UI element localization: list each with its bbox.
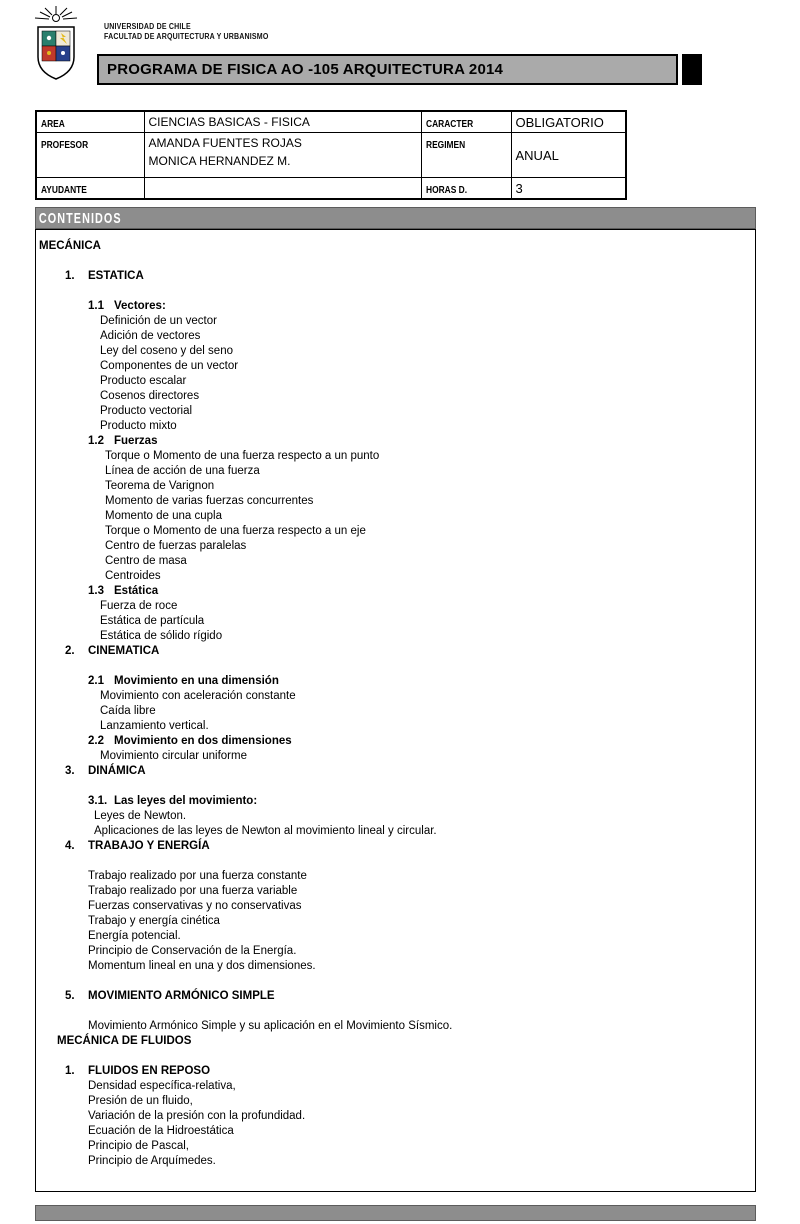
content-blank-line	[36, 779, 755, 794]
content-line-text: Trabajo realizado por una fuerza constante	[88, 870, 307, 882]
info-label-text: AYUDANTE	[41, 184, 87, 196]
content-line	[65, 269, 755, 284]
content-line-text: Variación de la presión con la profundidad.	[88, 1110, 306, 1122]
content-blank-line	[36, 1004, 755, 1019]
content-line-text: Principio de Conservación de la Energía.	[88, 945, 297, 957]
info-value-line: MONICA HERNANDEZ M.	[148, 154, 291, 168]
content-line-text: Principio de Pascal,	[88, 1140, 189, 1152]
content-line-number: 4.	[65, 840, 75, 852]
content-line	[88, 1094, 755, 1109]
document-title-bar	[97, 54, 678, 85]
content-line-text: Movimiento circular uniforme	[100, 750, 247, 762]
content-line-number: 5.	[65, 990, 75, 1002]
title-bar-end-block	[682, 54, 702, 85]
content-line	[100, 374, 755, 389]
info-label	[36, 178, 144, 200]
info-label-2-text: REGIMEN	[425, 139, 465, 151]
university-name: UNIVERSIDAD DE CHILE	[104, 22, 191, 31]
content-line	[88, 1109, 755, 1124]
content-line-number: 1.3	[88, 585, 104, 597]
info-value	[144, 178, 421, 200]
info-label-2	[421, 133, 511, 178]
faculty-name: FACULTAD DE ARQUITECTURA Y URBANISMO	[104, 31, 269, 41]
content-line	[39, 239, 755, 254]
content-line	[100, 614, 755, 629]
next-section-bar	[35, 1205, 756, 1221]
content-line-text: Torque o Momento de una fuerza respecto a un eje	[105, 525, 366, 537]
university-header	[104, 22, 291, 41]
content-line-text: Lanzamiento vertical.	[100, 720, 209, 732]
content-line	[65, 839, 755, 854]
content-line	[100, 404, 755, 419]
content-line-text: Movimiento con aceleración constante	[100, 690, 296, 702]
content-line-text: Producto vectorial	[100, 405, 193, 417]
content-line-text: Movimiento en una dimensión	[114, 675, 279, 687]
content-line-text: Ley del coseno y del seno	[100, 345, 233, 357]
content-line-text: Presión de un fluido,	[88, 1095, 193, 1107]
content-line	[100, 359, 755, 374]
content-line-number: 3.	[65, 765, 75, 777]
content-line-text: CINEMATICA	[88, 645, 160, 657]
content-line	[105, 539, 755, 554]
content-line-text: Teorema de Varignon	[105, 480, 215, 492]
content-line	[65, 764, 755, 779]
content-blank-line	[36, 659, 755, 674]
content-blank-line	[36, 854, 755, 869]
info-label	[36, 133, 144, 178]
info-label-text: AREA	[41, 118, 65, 130]
content-line	[88, 959, 755, 974]
content-line	[100, 749, 755, 764]
content-line	[65, 1064, 755, 1079]
info-row-ayudante	[36, 178, 626, 200]
content-line-number: 1.2	[88, 435, 104, 447]
content-line	[100, 329, 755, 344]
content-line	[94, 809, 755, 824]
content-line	[88, 914, 755, 929]
university-logo	[33, 5, 79, 81]
content-line-text: MECÁNICA DE FLUIDOS	[57, 1035, 192, 1047]
content-line-text: Ecuación de la Hidroestática	[88, 1125, 234, 1137]
content-line-text: Fuerza de roce	[100, 600, 178, 612]
content-line-text: Movimiento en dos dimensiones	[114, 735, 292, 747]
info-label-text: PROFESOR	[41, 139, 89, 151]
content-line	[105, 524, 755, 539]
content-line-text: TRABAJO Y ENERGÍA	[88, 840, 210, 852]
content-line-number: 3.1.	[88, 795, 108, 807]
content-line-text: Estática de sólido rígido	[100, 630, 223, 642]
contenidos-section-title: CONTENIDOS	[38, 209, 122, 227]
content-line	[88, 734, 755, 749]
content-line-text: Estática de partícula	[100, 615, 205, 627]
content-line-text: Cosenos directores	[100, 390, 200, 402]
content-line	[88, 1154, 755, 1169]
content-line-text: Densidad específica-relativa,	[88, 1080, 236, 1092]
logo-sun-icon	[35, 6, 77, 22]
content-line-text: Centroides	[105, 570, 161, 582]
info-value-2: 3	[511, 178, 626, 200]
contenidos-section-bar	[35, 207, 756, 229]
content-line-text: Momentum lineal en una y dos dimensiones.	[88, 960, 316, 972]
info-value	[144, 133, 421, 178]
content-blank-line	[36, 284, 755, 299]
content-line-text: Producto mixto	[100, 420, 177, 432]
content-line-text: Aplicaciones de las leyes de Newton al movimiento lineal y circular.	[94, 825, 437, 837]
content-line-text: Principio de Arquímedes.	[88, 1155, 216, 1167]
content-line	[88, 1079, 755, 1094]
content-line	[100, 629, 755, 644]
content-line-text: Momento de varias fuerzas concurrentes	[105, 495, 314, 507]
content-line-text: Vectores:	[114, 300, 166, 312]
content-line	[105, 554, 755, 569]
content-line-text: Las leyes del movimiento:	[114, 795, 258, 807]
content-line	[88, 1124, 755, 1139]
content-line	[105, 449, 755, 464]
content-line	[100, 419, 755, 434]
content-line-text: Movimiento Armónico Simple y su aplicación en el Movimiento Sísmico.	[88, 1020, 453, 1032]
content-line	[105, 509, 755, 524]
content-line-text: Fuerzas	[114, 435, 158, 447]
content-line-text: Componentes de un vector	[100, 360, 239, 372]
content-line-text: ESTATICA	[88, 270, 144, 282]
content-line	[100, 704, 755, 719]
content-line	[100, 314, 755, 329]
content-line-text: Leyes de Newton.	[94, 810, 187, 822]
content-line-text: Energía potencial.	[88, 930, 181, 942]
content-blank-line	[36, 254, 755, 269]
document-title: PROGRAMA DE FISICA AO -105 ARQUITECTURA 2014	[107, 61, 504, 78]
content-line	[88, 434, 755, 449]
content-line	[88, 584, 755, 599]
content-line-text: MECÁNICA	[39, 240, 101, 252]
content-line-text: Producto escalar	[100, 375, 187, 387]
content-line	[105, 479, 755, 494]
content-line	[88, 794, 755, 809]
content-line	[105, 494, 755, 509]
content-line	[100, 344, 755, 359]
content-line-number: 1.	[65, 270, 75, 282]
info-label-2	[421, 178, 511, 200]
content-line-text: MOVIMIENTO ARMÓNICO SIMPLE	[88, 990, 275, 1002]
content-line	[100, 389, 755, 404]
info-value-2: ANUAL	[511, 133, 626, 178]
content-line-text: Línea de acción de una fuerza	[105, 465, 260, 477]
content-line	[88, 1139, 755, 1154]
content-line	[88, 869, 755, 884]
content-line	[94, 824, 755, 839]
content-line-text: Estática	[114, 585, 159, 597]
content-line-text: Centro de masa	[105, 555, 187, 567]
content-line-number: 2.1	[88, 675, 104, 687]
content-line	[100, 719, 755, 734]
contents-box	[35, 229, 756, 1192]
content-line	[88, 884, 755, 899]
content-line-number: 1.	[65, 1065, 75, 1077]
info-table-body	[36, 111, 626, 199]
content-line	[88, 1019, 755, 1034]
info-label-2-text: HORAS D.	[425, 184, 467, 196]
content-line	[88, 944, 755, 959]
content-line	[88, 674, 755, 689]
content-line-text: Adición de vectores	[100, 330, 201, 342]
contents-lines	[36, 239, 755, 1169]
content-line-text: Fuerzas conservativas y no conservativas	[88, 900, 302, 912]
content-line	[100, 689, 755, 704]
info-value-line	[149, 179, 417, 197]
content-blank-line	[36, 974, 755, 989]
content-line	[57, 1034, 755, 1049]
content-line	[88, 929, 755, 944]
info-value-2: OBLIGATORIO	[511, 111, 626, 133]
content-line-text: Centro de fuerzas paralelas	[105, 540, 247, 552]
info-label	[36, 111, 144, 133]
info-label-2-text: CARACTER	[425, 118, 473, 130]
content-line-number: 1.1	[88, 300, 104, 312]
content-blank-line	[36, 1049, 755, 1064]
content-line	[88, 299, 755, 314]
content-line-number: 2.2	[88, 735, 104, 747]
content-line	[88, 899, 755, 914]
logo-shield-icon	[38, 27, 74, 79]
content-line-number: 2.	[65, 645, 75, 657]
content-line-text: Torque o Momento de una fuerza respecto a un punto	[105, 450, 380, 462]
content-line-text: Trabajo realizado por una fuerza variable	[88, 885, 298, 897]
content-line-text: Caída libre	[100, 705, 156, 717]
info-value-line: AMANDA FUENTES ROJAS	[148, 136, 302, 150]
content-line-text: Definición de un vector	[100, 315, 217, 327]
content-line	[105, 464, 755, 479]
info-row-profesor	[36, 133, 626, 178]
content-line	[65, 644, 755, 659]
university-crest-icon	[33, 5, 79, 81]
course-info-table	[35, 110, 627, 200]
content-line	[65, 989, 755, 1004]
content-line-text: FLUIDOS EN REPOSO	[88, 1065, 211, 1077]
content-line-text: Momento de una cupla	[105, 510, 222, 522]
info-value-line: CIENCIAS BASICAS - FISICA	[148, 115, 310, 129]
info-label-2	[421, 111, 511, 133]
content-line-text: Trabajo y energía cinética	[88, 915, 220, 927]
content-line-text: DINÁMICA	[88, 765, 146, 777]
content-line	[105, 569, 755, 584]
info-row-area	[36, 111, 626, 133]
info-value	[144, 111, 421, 133]
content-line	[100, 599, 755, 614]
